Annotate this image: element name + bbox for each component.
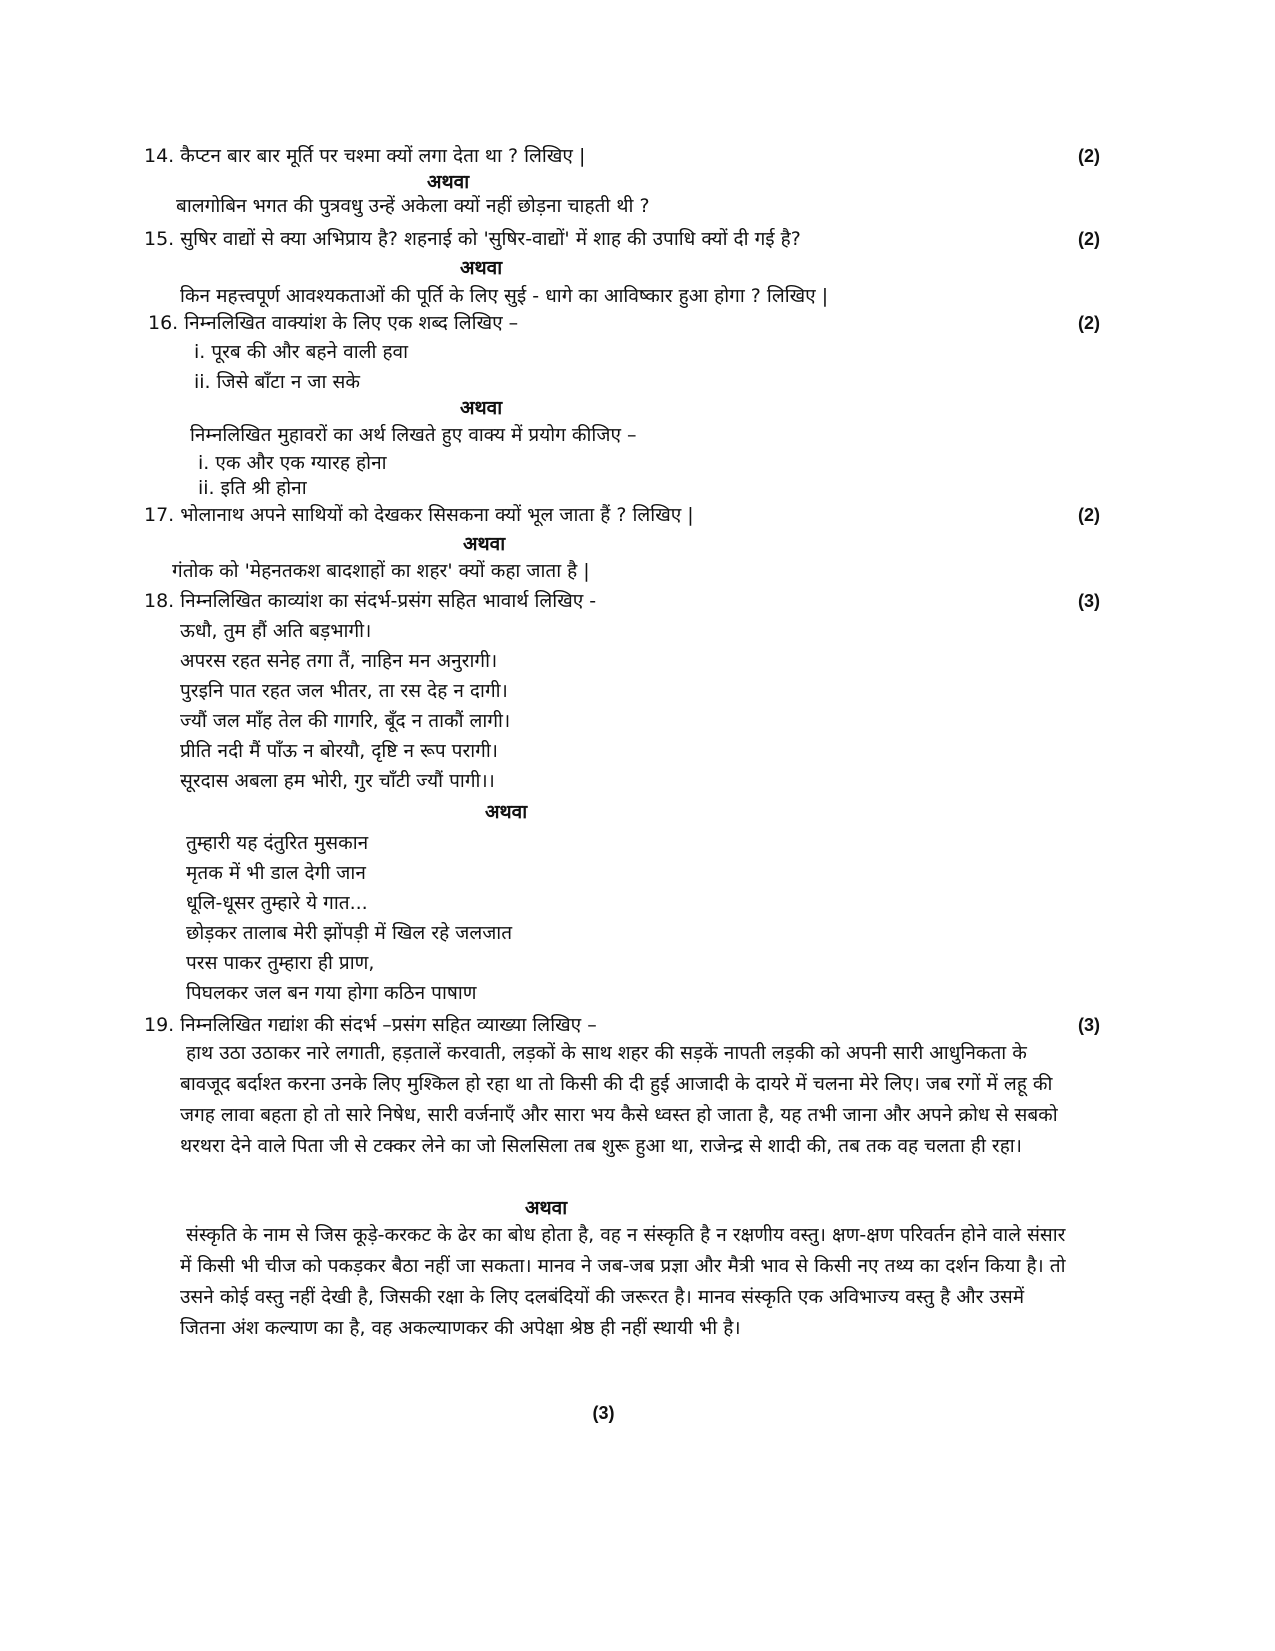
q14-text: 14. कैप्टन बार बार मूर्ति पर चश्मा क्यों लगा देता था ? लिखिए |: [144, 145, 586, 167]
page-number: (3): [592, 1403, 615, 1423]
q19-passage: हाथ उठा उठाकर नारे लगाती, हड़तालें करवाती, लड़कों के साथ शहर की सड़कें नापती लड़की को अपनी सारी आधुनिकता के बावजूद बर्दाश्त करना उनके लिए मुश्किल हो रहा था तो किसी की दी हुई आजादी के दायरे में चलना मेरे लिए। जब रगों में लहू की जगह लावा बहता हो तो सारे निषेध, सारी वर्जनाएँ और सारा भय कैसे ध्वस्त हो जाता है, यह तभी जाना और अपने क्रोध से सबको थरथरा देने वाले पिता जी से टक्कर लेने का जो सिलसिला तब शुरू हुआ था, राजेन्द्र से शादी की, तब तक वह चलता ही रहा।: [180, 1042, 1058, 1157]
q16-item-1: i. पूरब की और बहने वाली हवा: [194, 341, 409, 363]
q15-or-label: अथवा: [460, 257, 503, 279]
q15-alt-text: किन महत्त्वपूर्ण आवश्यकताओं की पूर्ति के लिए सुई - धागे का आविष्कार हुआ होगा ? लिखिए |: [180, 285, 829, 307]
q18-poem-line: ऊधौ, तुम हौं अति बड़भागी।: [180, 620, 372, 642]
q19-marks: (3): [1078, 1015, 1100, 1035]
q18-alt-poem-line: छोड़कर तालाब मेरी झोंपड़ी में खिल रहे जलजात: [186, 922, 513, 944]
q16-marks: (2): [1078, 313, 1100, 333]
q18-marks: (3): [1078, 591, 1100, 611]
q18-alt-poem-line: मृतक में भी डाल देगी जान: [186, 862, 366, 884]
q18-poem-line: ज्यौं जल माँह तेल की गागरि, बूँद न ताकौं लागी।: [180, 710, 511, 732]
q15-marks: (2): [1078, 229, 1100, 249]
q14-marks: (2): [1078, 146, 1100, 166]
q19-text: 19. निम्नलिखित गद्यांश की संदर्भ –प्रसंग सहित व्याख्या लिखिए –: [144, 1014, 597, 1036]
q18-poem-line: अपरस रहत सनेह तगा तैं, नाहिन मन अनुरागी।: [180, 650, 498, 672]
q17-text: 17. भोलानाथ अपने साथियों को देखकर सिसकना क्यों भूल जाता हैं ? लिखिए |: [144, 504, 694, 526]
q19-or-label: अथवा: [525, 1197, 568, 1219]
q18-poem-line: सूरदास अबला हम भोरी, गुर चाँटी ज्यौं पागी।।: [180, 770, 495, 792]
q16-text: 16. निम्नलिखित वाक्यांश के लिए एक शब्द लिखिए –: [148, 312, 519, 334]
q18-poem-line: प्रीति नदी मैं पाँऊ न बोरयौ, दृष्टि न रूप परागी।: [180, 740, 498, 762]
q17-alt-text: गंतोक को 'मेहनतकश बादशाहों का शहर' क्यों कहा जाता है |: [172, 560, 590, 582]
q16-alt-item-1: i. एक और एक ग्यारह होना: [198, 452, 387, 474]
q16-item-2: ii. जिसे बाँटा न जा सके: [194, 371, 360, 393]
q16-alt-text: निम्नलिखित मुहावरों का अर्थ लिखते हुए वाक्य में प्रयोग कीजिए –: [190, 424, 637, 446]
q18-text: 18. निम्नलिखित काव्यांश का संदर्भ-प्रसंग सहित भावार्थ लिखिए -: [144, 590, 597, 612]
q14-or-label: अथवा: [427, 171, 470, 193]
q18-alt-poem-line: धूलि-धूसर तुम्हारे ये गात...: [186, 892, 368, 914]
q17-or-label: अथवा: [463, 533, 506, 555]
q18-or-label: अथवा: [485, 801, 528, 823]
q16-alt-item-2: ii. इति श्री होना: [198, 477, 307, 499]
q18-alt-poem-line: परस पाकर तुम्हारा ही प्राण,: [186, 952, 375, 974]
q17-marks: (2): [1078, 505, 1100, 525]
q16-or-label: अथवा: [460, 397, 503, 419]
q19-alt-passage: संस्कृति के नाम से जिस कूड़े-करकट के ढेर का बोध होता है, वह न संस्कृति है न रक्षणीय वस्तु। क्षण-क्षण परिवर्तन होने वाले संसार में किसी भी चीज को पकड़कर बैठा नहीं जा सकता। मानव ने जब-जब प्रज्ञा और मैत्री भाव से किसी नए तथ्य का दर्शन किया है। तो उसने कोई वस्तु नहीं देखी है, जिसकी रक्षा के लिए दलबंदियों की जरूरत है। मानव संस्कृति एक अविभाज्य वस्तु है और उसमें जितना अंश कल्याण का है, वह अकल्याणकर की अपेक्षा श्रेष्ठ ही नहीं स्थायी भी है।: [180, 1224, 1066, 1339]
q18-alt-poem-line: पिघलकर जल बन गया होगा कठिन पाषाण: [186, 982, 477, 1004]
q18-alt-poem-line: तुम्हारी यह दंतुरित मुसकान: [186, 832, 369, 854]
q14-alt-text: बालगोबिन भगत की पुत्रवधु उन्हें अकेला क्यों नहीं छोड़ना चाहती थी ?: [176, 195, 650, 217]
q15-text: 15. सुषिर वाद्यों से क्या अभिप्राय है? शहनाई को 'सुषिर-वाद्यों' में शाह की उपाधि क्यों दी गई है?: [144, 228, 801, 250]
q18-poem-line: पुरइनि पात रहत जल भीतर, ता रस देह न दागी।: [180, 680, 508, 702]
